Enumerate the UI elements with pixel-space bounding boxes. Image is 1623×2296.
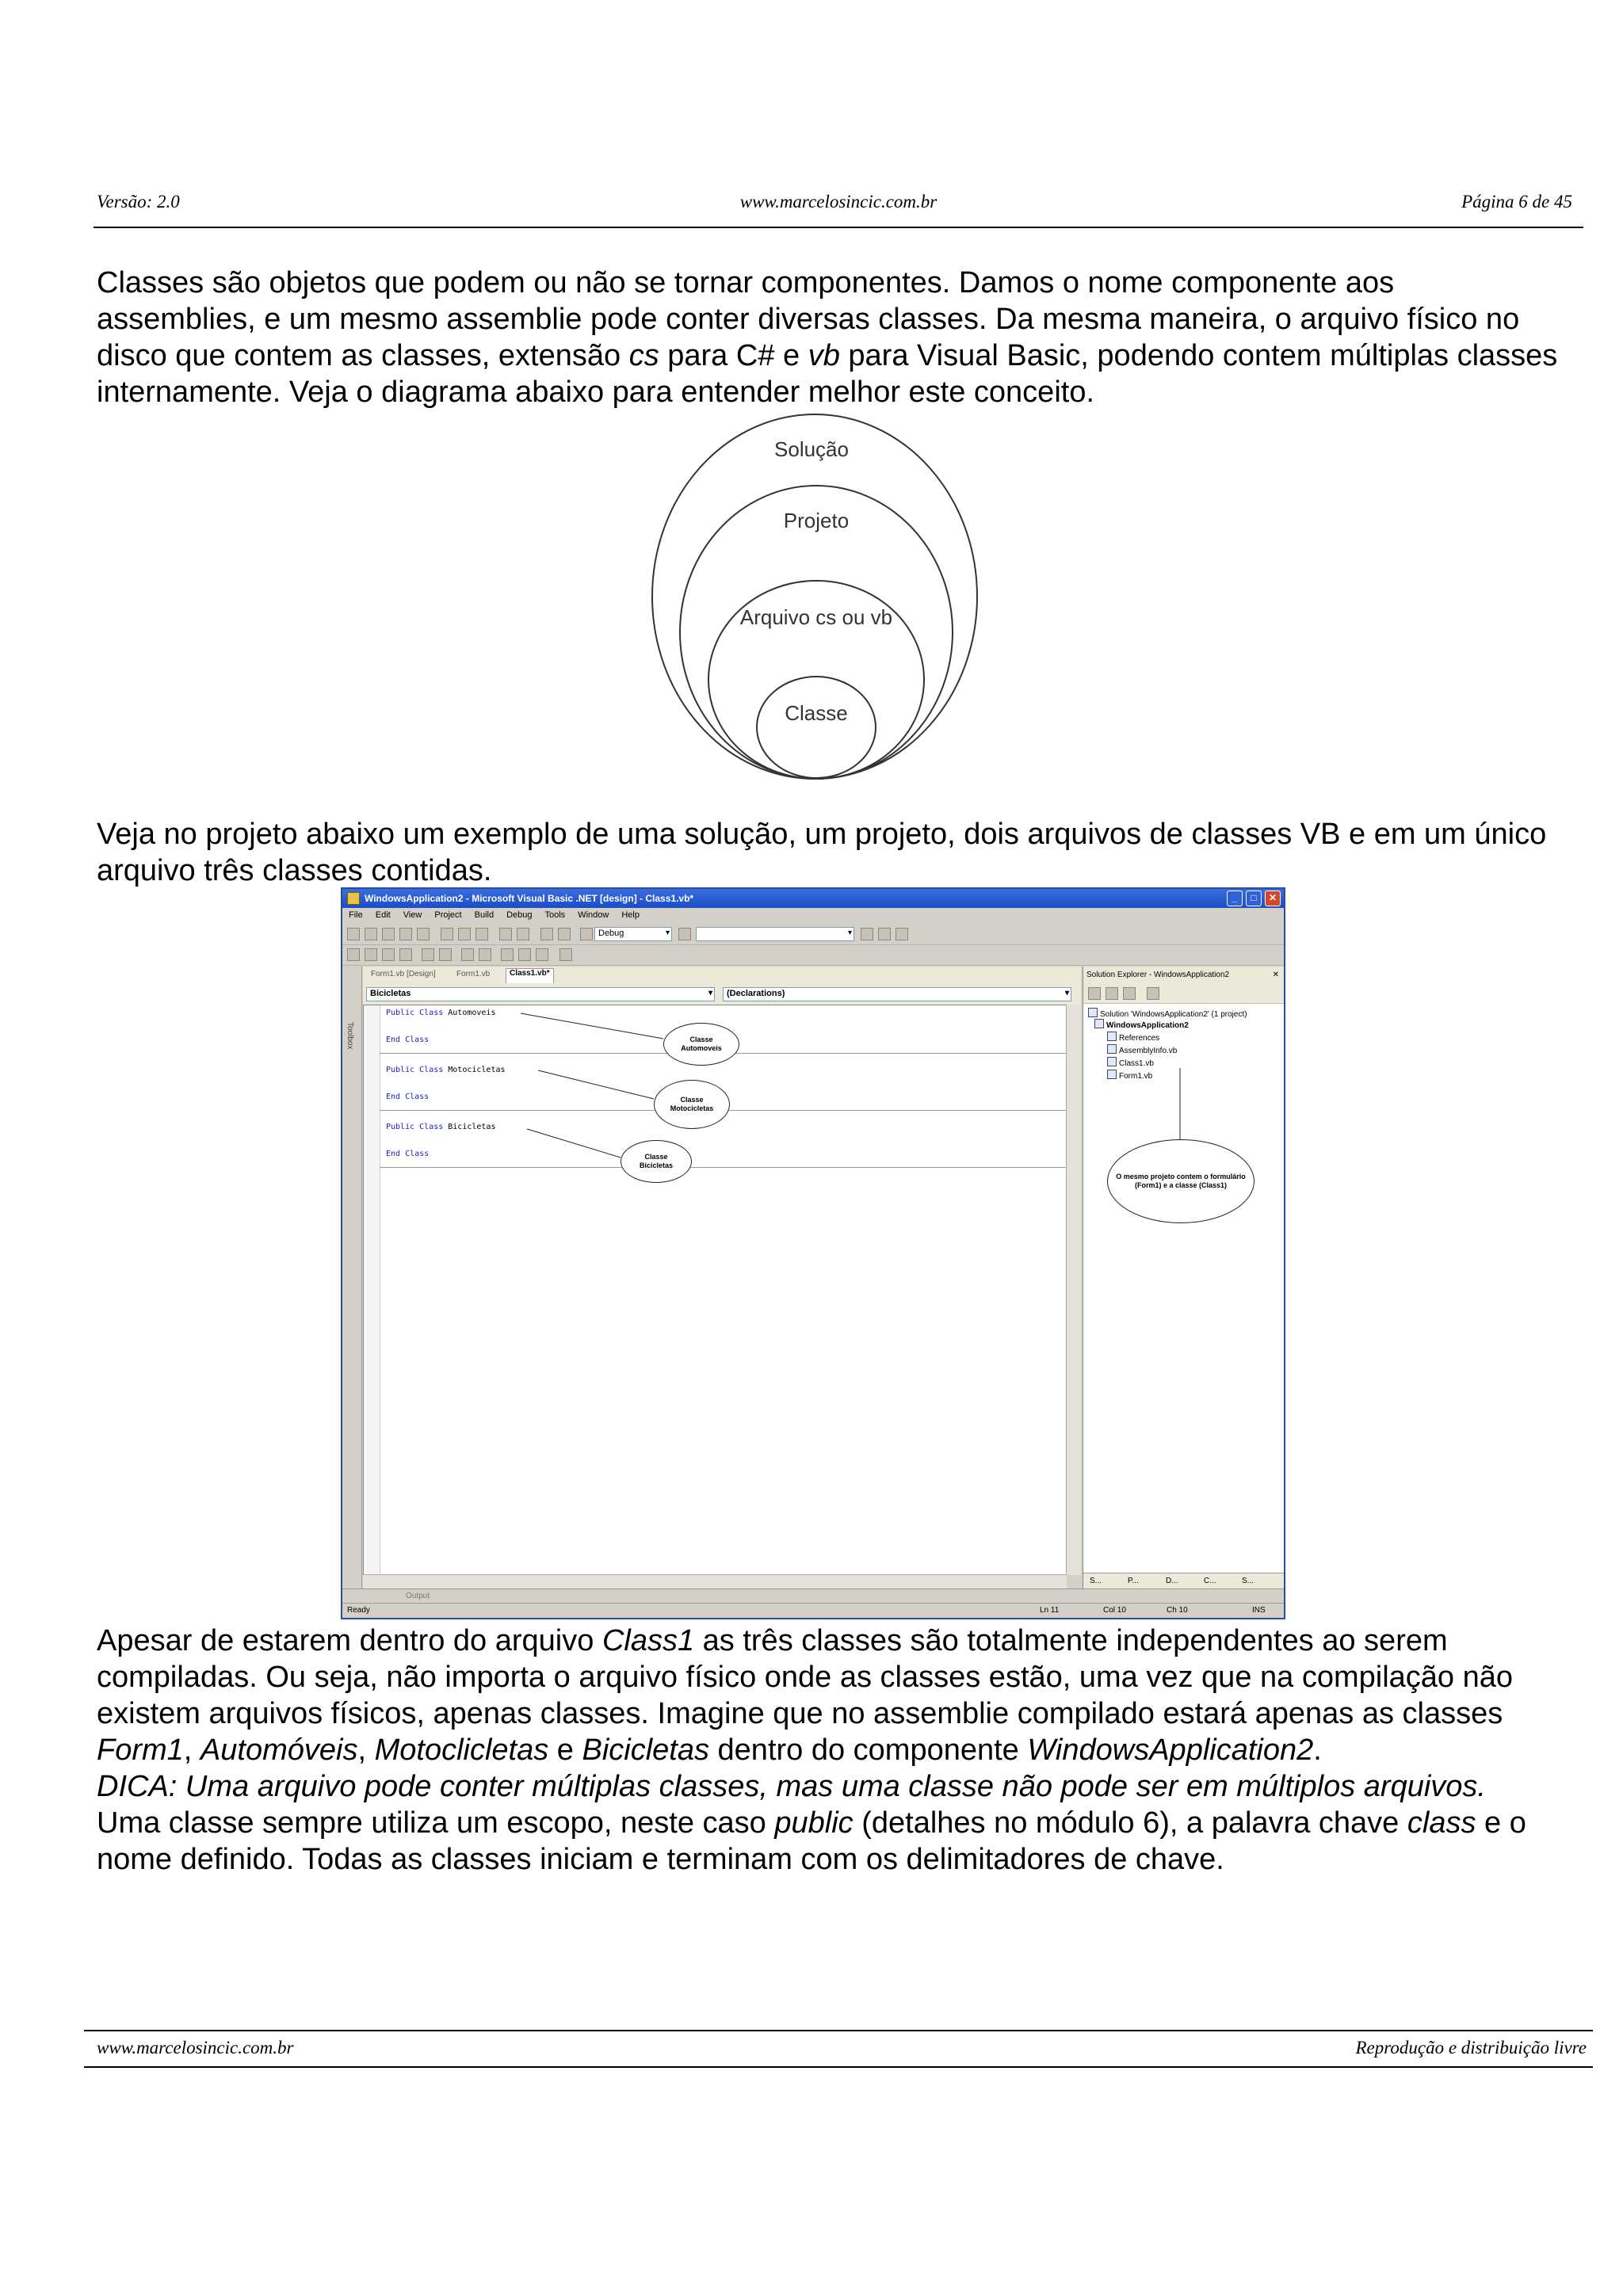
intro-vb: vb bbox=[808, 339, 840, 372]
status-char: Ch 10 bbox=[1167, 1606, 1188, 1615]
italic-class: class bbox=[1407, 1806, 1476, 1840]
text-span: dentro do componente bbox=[708, 1733, 1028, 1767]
text-span: e o nome definido. Todas as classes iniciam e terminam com os delimitadores de chave. bbox=[97, 1806, 1526, 1876]
solution-explorer bbox=[1083, 967, 1284, 1589]
label-arquivo: Arquivo cs ou vb bbox=[739, 605, 893, 629]
label-classe: Classe bbox=[785, 701, 848, 725]
standard-toolbar bbox=[342, 924, 1284, 945]
maximize-button[interactable]: □ bbox=[1246, 891, 1262, 906]
tree-item-label: AssemblyInfo.vb bbox=[1119, 1047, 1178, 1055]
callout-line: Motocicletas bbox=[670, 1104, 714, 1112]
redo-icon[interactable] bbox=[517, 928, 529, 940]
italic-windowsapplication2: WindowsApplication2 bbox=[1027, 1733, 1314, 1767]
complete-word-icon[interactable] bbox=[399, 948, 412, 961]
text-span: Uma classe sempre utiliza um escopo, neste caso bbox=[97, 1806, 775, 1840]
callout-bicicletas bbox=[621, 1140, 692, 1183]
parameter-info-icon[interactable] bbox=[365, 948, 377, 961]
explanation-text bbox=[97, 1623, 1560, 1768]
tree-project-label: WindowsApplication2 bbox=[1106, 1021, 1189, 1030]
object-members-icon[interactable] bbox=[347, 948, 360, 961]
output-bar[interactable] bbox=[342, 1589, 1284, 1604]
menu-help[interactable]: Help bbox=[621, 910, 640, 920]
status-ready: Ready bbox=[347, 1606, 370, 1615]
document-tabs bbox=[363, 967, 1081, 985]
start-icon[interactable] bbox=[580, 928, 593, 940]
copy-icon[interactable] bbox=[458, 928, 471, 940]
example-text: Veja no projeto abaixo um exemplo de uma solução, um projeto, dois arquivos de classes VB e em um único arquivo três classes contidas. bbox=[97, 818, 1547, 887]
tab-properties[interactable]: P... bbox=[1128, 1577, 1139, 1585]
minimize-button[interactable]: _ bbox=[1227, 891, 1243, 906]
close-icon[interactable]: ✕ bbox=[1272, 971, 1279, 979]
italic-class1: Class1 bbox=[601, 1624, 695, 1657]
solution-explorer-title-text: Solution Explorer - WindowsApplication2 bbox=[1086, 971, 1230, 979]
menu-project[interactable]: Project bbox=[434, 910, 462, 920]
callout-form-class bbox=[1107, 1139, 1254, 1223]
vertical-scrollbar[interactable] bbox=[1066, 1005, 1081, 1575]
callout-line: Automoveis bbox=[681, 1044, 722, 1052]
page-header bbox=[94, 189, 1583, 228]
italic-bicicletas: Bicicletas bbox=[582, 1733, 709, 1767]
tab-form1-design[interactable]: Form1.vb [Design] bbox=[371, 970, 436, 978]
tree-item-label: References bbox=[1119, 1034, 1160, 1043]
tab-form1-vb[interactable]: Form1.vb bbox=[456, 970, 491, 978]
navigate-forward-icon[interactable] bbox=[558, 928, 571, 940]
tree-solution-label: Solution 'WindowsApplication2' (1 project) bbox=[1100, 1010, 1247, 1019]
intro-cs: cs bbox=[628, 339, 659, 372]
nested-circles-diagram bbox=[650, 412, 980, 781]
text-span: , bbox=[357, 1733, 375, 1767]
footer-site: www.marcelosincic.com.br bbox=[97, 2038, 294, 2058]
toolbox-label[interactable]: Toolbox bbox=[346, 1022, 354, 1050]
callout-automoveis bbox=[663, 1023, 739, 1066]
example-paragraph bbox=[97, 816, 1560, 889]
bookmark-icon[interactable] bbox=[501, 948, 514, 961]
tree-item-label: Class1.vb bbox=[1119, 1059, 1154, 1068]
save-all-icon[interactable] bbox=[417, 928, 430, 940]
comment-icon[interactable] bbox=[461, 948, 474, 961]
navigate-back-icon[interactable] bbox=[540, 928, 553, 940]
explanation-paragraph bbox=[97, 1623, 1560, 1878]
open-icon[interactable] bbox=[382, 928, 395, 940]
class-name: Bicicletas bbox=[443, 1123, 496, 1131]
text-span: Apesar de estarem dentro do arquivo bbox=[97, 1624, 602, 1657]
tab-dynamic-help[interactable]: D... bbox=[1166, 1577, 1178, 1585]
keyword: Public Class bbox=[386, 1123, 444, 1131]
menu-edit[interactable]: Edit bbox=[375, 910, 391, 920]
code-editor bbox=[363, 967, 1081, 1589]
class-name: Motocicletas bbox=[443, 1066, 506, 1074]
keyword: Public Class bbox=[386, 1009, 444, 1017]
callout-line: Classe bbox=[689, 1035, 713, 1043]
output-label[interactable]: Output bbox=[406, 1592, 430, 1600]
status-column: Col 10 bbox=[1103, 1606, 1126, 1615]
keyword: Public Class bbox=[386, 1066, 444, 1074]
save-icon[interactable] bbox=[399, 928, 412, 940]
intro-paragraph bbox=[97, 265, 1560, 410]
tab-search[interactable]: S... bbox=[1242, 1577, 1254, 1585]
tree-item-label: Form1.vb bbox=[1119, 1072, 1153, 1081]
undo-icon[interactable] bbox=[499, 928, 512, 940]
decrease-indent-icon[interactable] bbox=[422, 948, 434, 961]
quick-info-icon[interactable] bbox=[382, 948, 395, 961]
page-footer bbox=[84, 2030, 1593, 2068]
tab-solution-explorer[interactable]: S... bbox=[1090, 1577, 1102, 1585]
callout-motocicletas bbox=[654, 1080, 730, 1129]
callout-line: Bicicletas bbox=[639, 1161, 674, 1169]
find-icon[interactable] bbox=[678, 928, 691, 940]
increase-indent-icon[interactable] bbox=[439, 948, 452, 961]
uncomment-icon[interactable] bbox=[479, 948, 491, 961]
class-name: Automoveis bbox=[443, 1009, 496, 1017]
italic-public: public bbox=[774, 1806, 854, 1840]
menu-window[interactable]: Window bbox=[578, 910, 609, 920]
status-insert: INS bbox=[1252, 1606, 1266, 1615]
clear-bookmarks-icon[interactable] bbox=[559, 948, 572, 961]
class-name-combo[interactable]: Bicicletas ▾ bbox=[366, 987, 715, 1001]
solution-config-combo[interactable]: Debug ▾ bbox=[594, 927, 672, 941]
menu-file[interactable]: File bbox=[349, 910, 363, 920]
paste-icon[interactable] bbox=[475, 928, 488, 940]
next-bookmark-icon[interactable] bbox=[518, 948, 531, 961]
prev-bookmark-icon[interactable] bbox=[536, 948, 548, 961]
find-combo[interactable] bbox=[696, 927, 854, 941]
header-site: www.marcelosincic.com.br bbox=[739, 192, 938, 212]
callout-form-class-text: O mesmo projeto contem o formulário (Form1) e a classe (Class1) bbox=[1116, 1173, 1246, 1189]
window-title: WindowsApplication2 - Microsoft Visual Basic .NET [design] - Class1.vb* bbox=[365, 893, 694, 904]
text-span: . bbox=[1313, 1733, 1322, 1767]
tab-class-view[interactable]: C... bbox=[1204, 1577, 1216, 1585]
italic-motoclicletas: Motoclicletas bbox=[374, 1733, 549, 1767]
menu-tools[interactable]: Tools bbox=[544, 910, 566, 920]
tip-text bbox=[97, 1768, 1560, 1805]
italic-automoveis: Automóveis bbox=[200, 1733, 358, 1767]
page-number: Página 6 de 45 bbox=[1461, 192, 1572, 212]
tip-italic: DICA: Uma arquivo pode conter múltiplas classes, mas uma classe não pode ser em múltiplos arquivos. bbox=[97, 1770, 1486, 1803]
callout-line: Classe bbox=[644, 1153, 668, 1161]
properties-icon[interactable] bbox=[878, 928, 891, 940]
intro-text-c: para Visual Basic, podendo contem múltiplas classes internamente. Veja o diagrama abaixo para entender melhor este conceito. bbox=[97, 339, 1558, 409]
intro-text-a: Classes são objetos que podem ou não se tornar componentes. Damos o nome componente aos assemblies, e um mesmo assemblie pode conter diversas classes. Da mesma maneira, o arquivo físico no disco que contem as classes, extensão bbox=[97, 266, 1520, 372]
code-area[interactable] bbox=[363, 1005, 1067, 1575]
footer-license: Reprodução e distribuição livre bbox=[1355, 2038, 1587, 2058]
intro-text-b: para C# e bbox=[659, 339, 808, 372]
code-navigation-bar bbox=[363, 984, 1081, 1005]
vs-screenshot bbox=[341, 887, 1285, 1619]
text-editor-toolbar bbox=[342, 944, 1284, 966]
solution-explorer-icon[interactable] bbox=[861, 928, 873, 940]
keyword: End Class bbox=[386, 1035, 430, 1044]
menu-bar bbox=[342, 908, 1284, 924]
horizontal-scrollbar[interactable] bbox=[363, 1574, 1067, 1589]
close-button[interactable]: ✕ bbox=[1265, 891, 1281, 906]
toolbox-icon[interactable] bbox=[896, 928, 908, 940]
callout-line: Classe bbox=[680, 1096, 704, 1104]
version-label: Versão: 2.0 bbox=[97, 192, 180, 212]
add-item-icon[interactable] bbox=[365, 928, 377, 940]
window-titlebar[interactable] bbox=[342, 889, 1284, 908]
menu-view[interactable]: View bbox=[403, 910, 422, 920]
scope-text bbox=[97, 1805, 1560, 1878]
label-projeto: Projeto bbox=[783, 509, 850, 532]
text-span: e bbox=[548, 1733, 582, 1767]
status-line: Ln 11 bbox=[1040, 1606, 1060, 1615]
menu-debug[interactable]: Debug bbox=[506, 910, 533, 920]
menu-build[interactable]: Build bbox=[474, 910, 495, 920]
tab-class1-vb[interactable]: Class1.vb* bbox=[506, 968, 554, 983]
cut-icon[interactable] bbox=[441, 928, 453, 940]
italic-form1: Form1 bbox=[97, 1733, 184, 1767]
text-span: (detalhes no módulo 6), a palavra chave bbox=[853, 1806, 1407, 1840]
keyword: End Class bbox=[386, 1093, 430, 1101]
label-solucao: Solução bbox=[774, 437, 849, 461]
explorer-bottom-tabs bbox=[1083, 1573, 1284, 1589]
text-span: as três classes são totalmente independentes ao serem compiladas. Ou seja, não importa o arquivo físico onde as classes estão, uma vez que na compilação não existem arquivos físicos, apenas classes. Imagine que no assemblie compilado estará apenas as classes bbox=[97, 1624, 1514, 1730]
circle-classe bbox=[757, 677, 876, 778]
status-bar bbox=[342, 1603, 1284, 1618]
method-name-combo[interactable]: (Declarations) ▾ bbox=[723, 987, 1071, 1001]
new-project-icon[interactable] bbox=[347, 928, 360, 940]
app-icon bbox=[347, 892, 360, 905]
text-span: , bbox=[183, 1733, 200, 1767]
toolbox-strip[interactable] bbox=[342, 967, 362, 1589]
keyword: End Class bbox=[386, 1150, 430, 1158]
